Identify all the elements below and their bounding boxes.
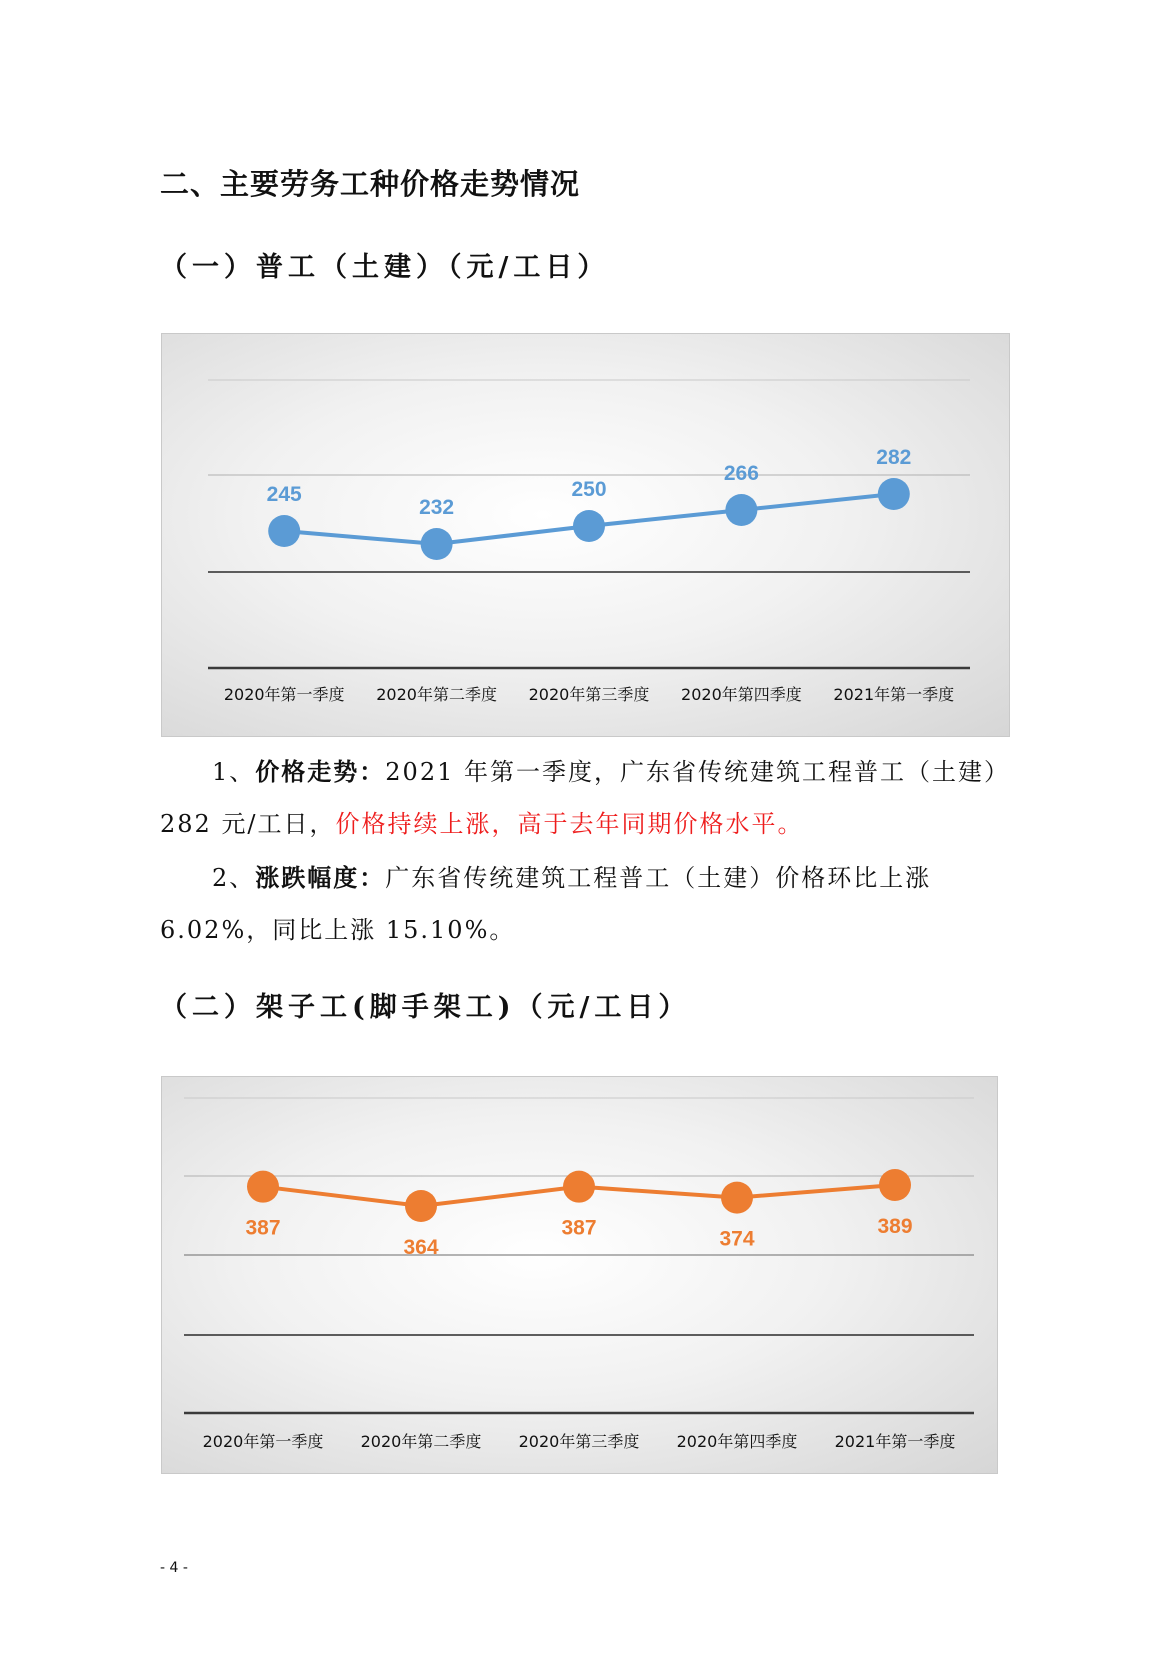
x-tick-label: 2020年第三季度 [528,685,650,704]
chart-scaffolder-svg [162,1077,997,1473]
para2-number: 2、 [212,864,256,892]
data-label: 232 [419,496,455,519]
data-point [878,478,910,510]
data-point [721,1182,753,1214]
para1-label: 价格走势： [255,758,386,786]
data-point [405,1190,437,1222]
data-label: 282 [876,446,912,469]
chart-laborer [161,333,1010,737]
x-tick-label: 2020年第二季度 [376,685,497,704]
page-number: - 4 - [160,1560,188,1576]
x-tick-label: 2020年第四季度 [681,685,802,704]
para1-number: 1、 [212,758,256,786]
subsection-title-2: （二）架子工(脚手架工)（元/工日） [160,992,691,1023]
data-label: 374 [719,1227,755,1251]
data-point [563,1171,595,1203]
data-label: 250 [571,478,607,501]
data-label: 387 [245,1216,281,1240]
x-tick-label: 2020年第三季度 [518,1432,640,1451]
chart-laborer-svg [162,334,1009,736]
x-tick-label: 2021年第一季度 [833,685,955,704]
data-point [725,494,757,526]
data-point [268,515,300,547]
data-label: 389 [877,1215,913,1238]
chart-scaffolder [161,1076,998,1474]
para1-highlight: 价格持续上涨，高于去年同期价格水平。 [335,810,804,838]
subsection-title-1: （一）普工（土建）（元/工日） [160,252,610,283]
data-point [421,528,453,560]
paragraph-price-trend [160,746,1000,850]
x-tick-label: 2020年第二季度 [360,1432,482,1451]
para2-text: 广东省传统建筑工程普工（土建）价格环比上涨 6.02%，同比上涨 15.10%。 [160,864,932,944]
para1-text: 2021 年第一季度，广东省传统建筑工程普工（土建）282 元/工日， [160,758,998,838]
data-label: 266 [723,462,759,485]
paragraph-change-rate [160,852,1000,956]
data-label: 364 [403,1236,439,1259]
x-tick-label: 2020年第四季度 [676,1432,798,1451]
para2-label: 涨跌幅度： [255,864,386,892]
section-title: 二、主要劳务工种价格走势情况 [160,167,581,201]
data-label: 245 [266,483,302,506]
x-tick-label: 2021年第一季度 [834,1432,956,1451]
x-tick-label: 2020年第一季度 [223,685,345,704]
data-label: 387 [561,1216,597,1240]
x-tick-label: 2020年第一季度 [202,1432,324,1451]
data-point [879,1169,911,1201]
data-point [247,1171,279,1203]
data-point [573,510,605,542]
